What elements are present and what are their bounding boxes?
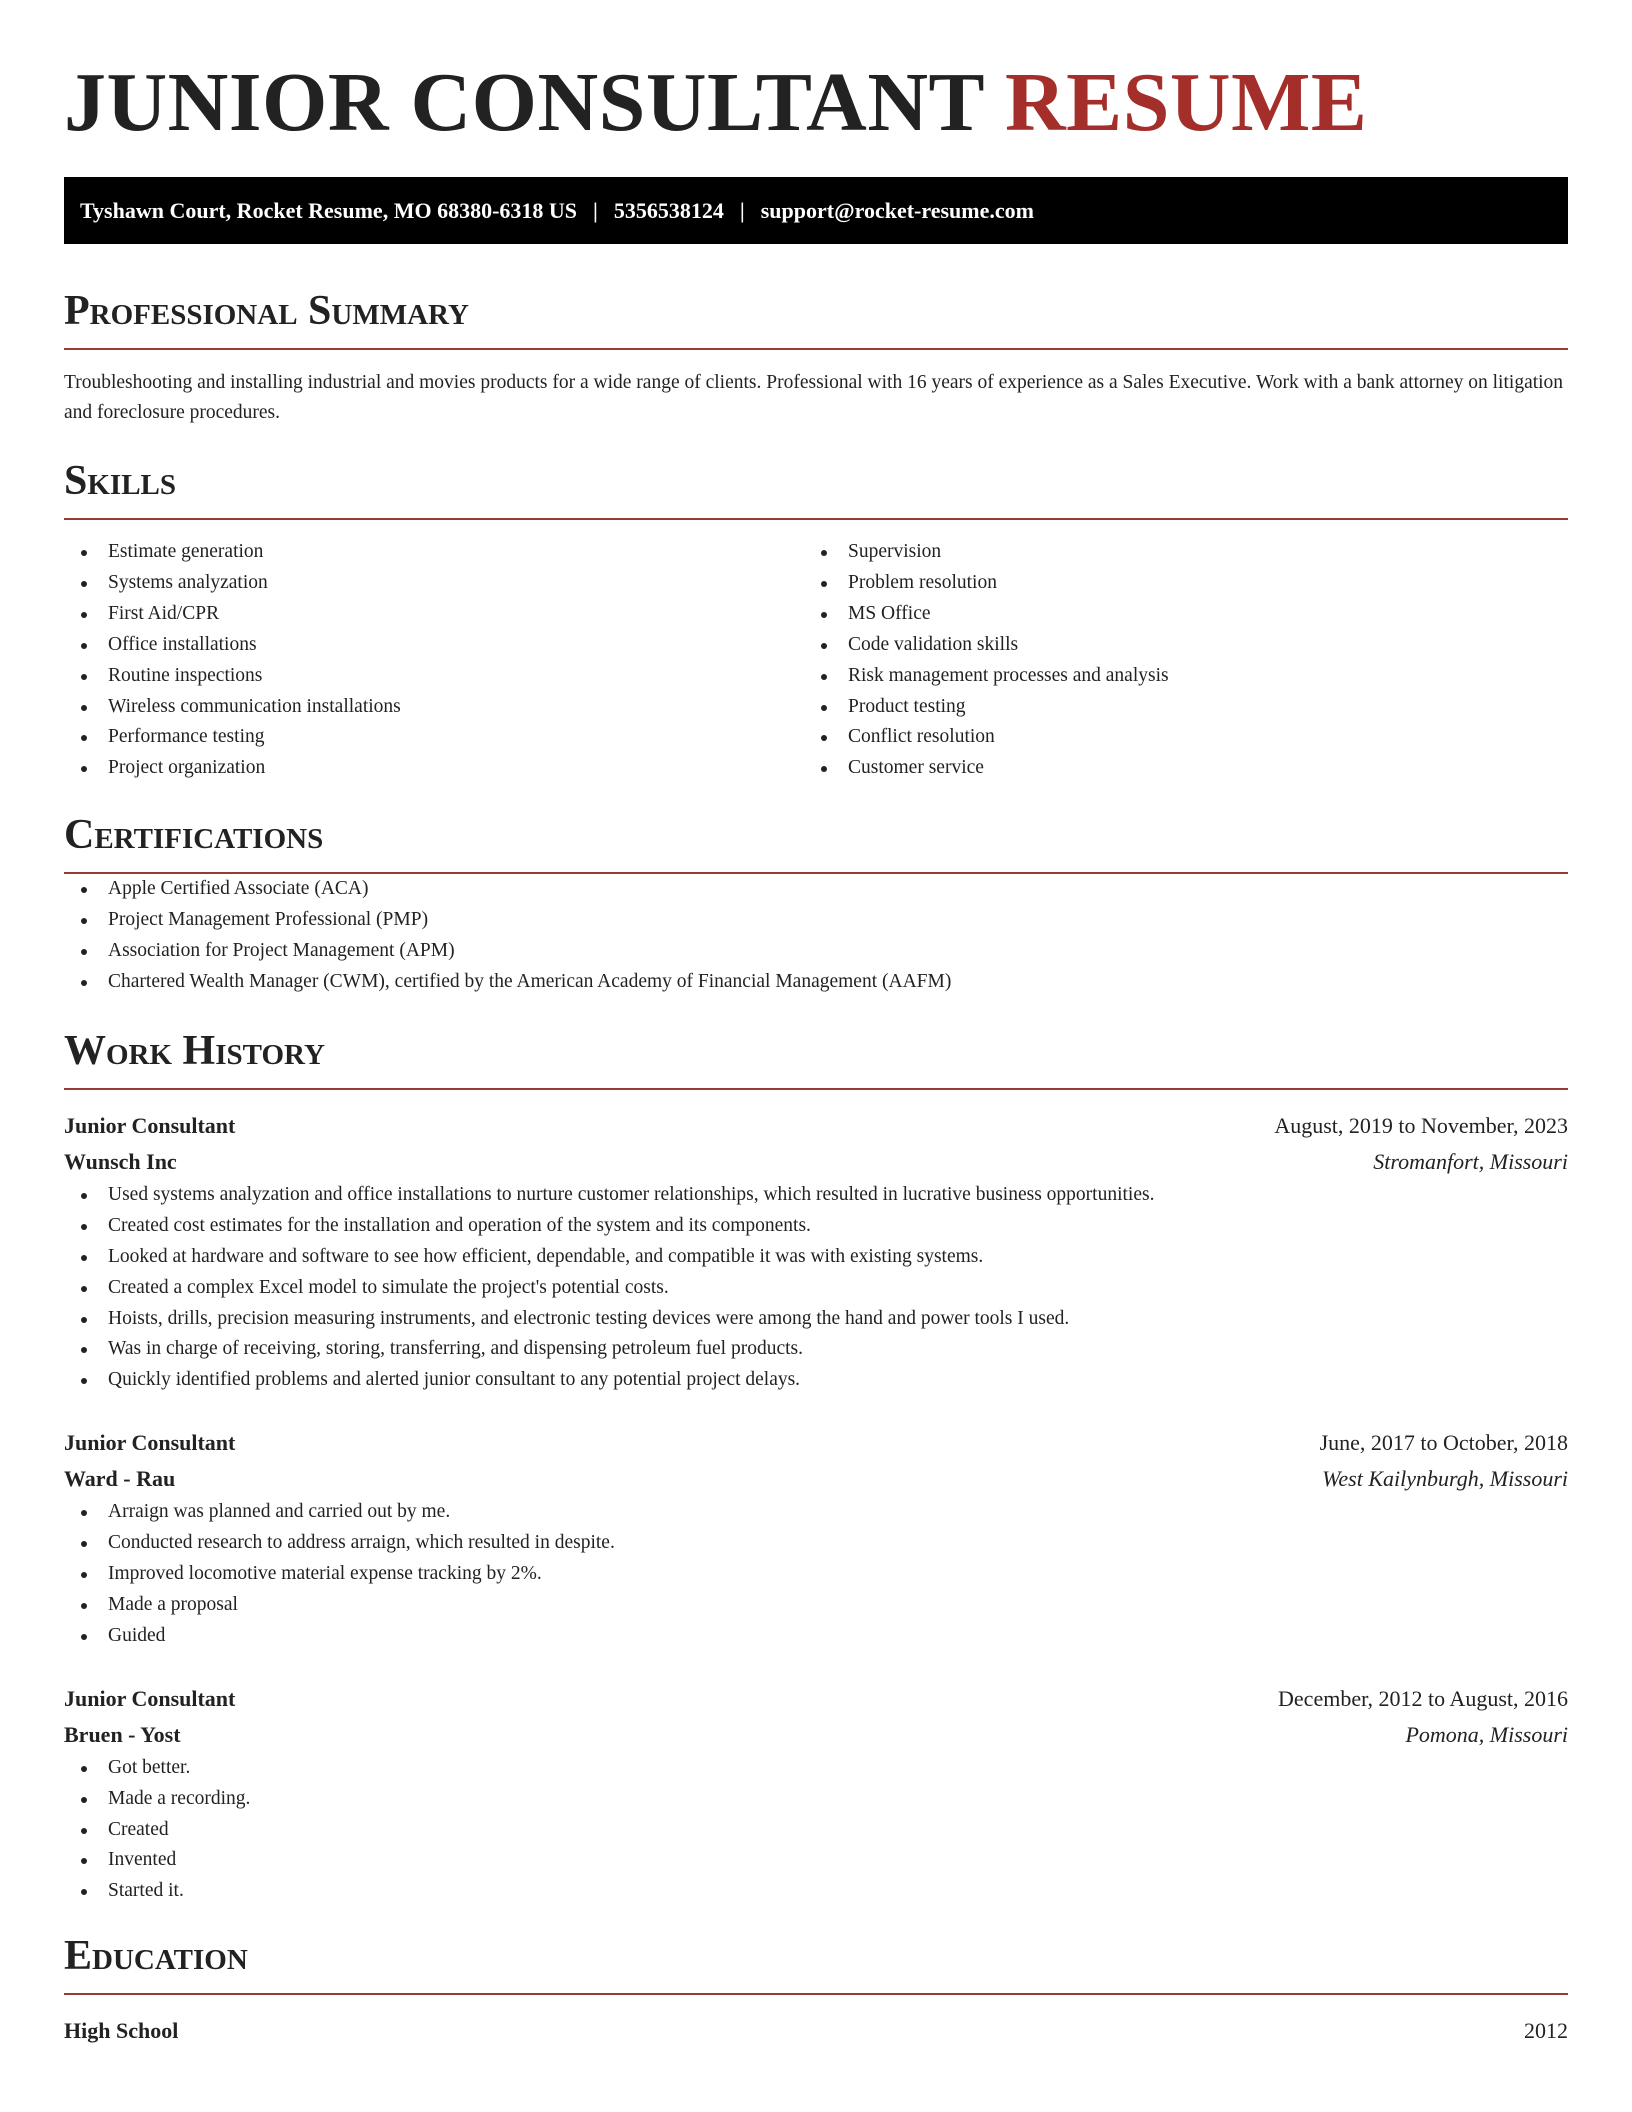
job-bullets — [64, 1497, 1568, 1652]
certifications-heading: Certifications — [64, 812, 324, 859]
skills-list-left — [64, 537, 804, 784]
job-company-row — [64, 1144, 1568, 1180]
job-bullet: Created — [64, 1815, 1568, 1846]
job-bullet: Quickly identified problems and alerted junior consultant to any potential project delays. — [64, 1365, 1568, 1396]
job-company: Wunsch Inc — [64, 1148, 177, 1174]
skill-item: Systems analyzation — [64, 568, 804, 599]
job-bullet: Started it. — [64, 1876, 1568, 1907]
education-year: 2012 — [1524, 2018, 1568, 2044]
job-location: Pomona, Missouri — [1405, 1721, 1568, 1747]
job-bullets — [64, 1180, 1568, 1396]
job-bullet: Conducted research to address arraign, which resulted in despite. — [64, 1528, 1568, 1559]
skill-item: Problem resolution — [804, 568, 1544, 599]
job-title: Junior Consultant — [64, 1430, 236, 1456]
education-heading: Education — [64, 1933, 248, 1980]
job-bullets — [64, 1753, 1568, 1908]
job-company-row — [64, 1717, 1568, 1753]
title-main: JUNIOR CONSULTANT — [64, 56, 984, 149]
skill-item: First Aid/CPR — [64, 599, 804, 630]
contact-phone: 5356538124 — [613, 197, 724, 223]
section-divider — [64, 348, 1568, 350]
job-company: Ward - Rau — [64, 1466, 176, 1492]
job-bullet: Created cost estimates for the installation and operation of the system and its components. — [64, 1211, 1568, 1242]
job-location: West Kailynburgh, Missouri — [1322, 1466, 1568, 1492]
certification-item: Project Management Professional (PMP) — [64, 905, 1568, 936]
skill-item: Conflict resolution — [804, 722, 1544, 753]
section-divider — [64, 1993, 1568, 1995]
section-divider — [64, 518, 1568, 520]
certification-item: Chartered Wealth Manager (CWM), certified by the American Academy of Financial Management (AAFM) — [64, 967, 1568, 998]
job-bullet: Got better. — [64, 1753, 1568, 1784]
job-bullet: Created a complex Excel model to simulate the project's potential costs. — [64, 1273, 1568, 1304]
job-entry — [64, 1108, 1568, 1396]
job-title: Junior Consultant — [64, 1112, 236, 1138]
contact-separator: | — [739, 197, 745, 223]
contact-address: Tyshawn Court, Rocket Resume, MO 68380-6318 US — [80, 197, 578, 223]
job-title-row — [64, 1108, 1568, 1144]
job-dates: June, 2017 to October, 2018 — [1319, 1430, 1568, 1456]
job-title-row — [64, 1425, 1568, 1461]
summary-heading: Professional Summary — [64, 288, 469, 334]
job-entry — [64, 1425, 1568, 1652]
skill-item: Customer service — [804, 753, 1544, 784]
job-bullet: Guided — [64, 1621, 1568, 1652]
skill-item: Supervision — [804, 537, 1544, 568]
job-company: Bruen - Yost — [64, 1721, 181, 1747]
job-dates: August, 2019 to November, 2023 — [1274, 1112, 1568, 1138]
skill-item: Estimate generation — [64, 537, 804, 568]
skill-item: Product testing — [804, 692, 1544, 723]
job-bullet: Looked at hardware and software to see how efficient, dependable, and compatible it was with existing systems. — [64, 1242, 1568, 1273]
job-bullet: Made a recording. — [64, 1784, 1568, 1815]
section-divider — [64, 1088, 1568, 1090]
skill-item: Wireless communication installations — [64, 692, 804, 723]
job-bullet: Was in charge of receiving, storing, transferring, and dispensing petroleum fuel products. — [64, 1334, 1568, 1365]
certifications-list — [64, 874, 1568, 998]
skills-columns — [64, 537, 1568, 784]
job-entry — [64, 1681, 1568, 1908]
certification-item: Apple Certified Associate (ACA) — [64, 874, 1568, 905]
job-title-row — [64, 1681, 1568, 1717]
skills-heading: Skills — [64, 458, 177, 504]
education-degree: High School — [64, 2018, 179, 2044]
skill-item: MS Office — [804, 599, 1544, 630]
job-bullet: Made a proposal — [64, 1590, 1568, 1621]
job-bullet: Arraign was planned and carried out by me. — [64, 1497, 1568, 1528]
work-history-heading: Work History — [64, 1027, 325, 1074]
certification-item: Association for Project Management (APM) — [64, 936, 1568, 967]
contact-bar — [64, 177, 1568, 244]
summary-text: Troubleshooting and installing industrial and movies products for a wide range of clients. Professional with 16 years of experience as a Sales Executive. Work with a bank attorney on litigation and foreclosure procedures. — [64, 372, 1564, 423]
job-bullet: Hoists, drills, precision measuring instruments, and electronic testing devices were among the hand and power tools I used. — [64, 1304, 1568, 1335]
job-title: Junior Consultant — [64, 1685, 236, 1711]
job-company-row — [64, 1461, 1568, 1497]
job-location: Stromanfort, Missouri — [1373, 1148, 1568, 1174]
education-entry — [64, 2013, 1568, 2049]
job-dates: December, 2012 to August, 2016 — [1278, 1685, 1568, 1711]
job-bullet: Used systems analyzation and office installations to nurture customer relationships, which resulted in lucrative business opportunities. — [64, 1180, 1568, 1211]
skill-item: Code validation skills — [804, 630, 1544, 661]
skills-list-right — [804, 537, 1544, 784]
skill-item: Routine inspections — [64, 661, 804, 692]
skill-item: Performance testing — [64, 722, 804, 753]
resume-page — [64, 0, 1568, 2049]
contact-email: support@rocket-resume.com — [760, 197, 1034, 223]
skill-item: Office installations — [64, 630, 804, 661]
title-accent: RESUME — [1005, 56, 1368, 149]
resume-title — [64, 58, 1568, 148]
skill-item: Risk management processes and analysis — [804, 661, 1544, 692]
job-bullet: Invented — [64, 1845, 1568, 1876]
job-bullet: Improved locomotive material expense tracking by 2%. — [64, 1559, 1568, 1590]
contact-separator: | — [593, 197, 598, 223]
skill-item: Project organization — [64, 753, 804, 784]
